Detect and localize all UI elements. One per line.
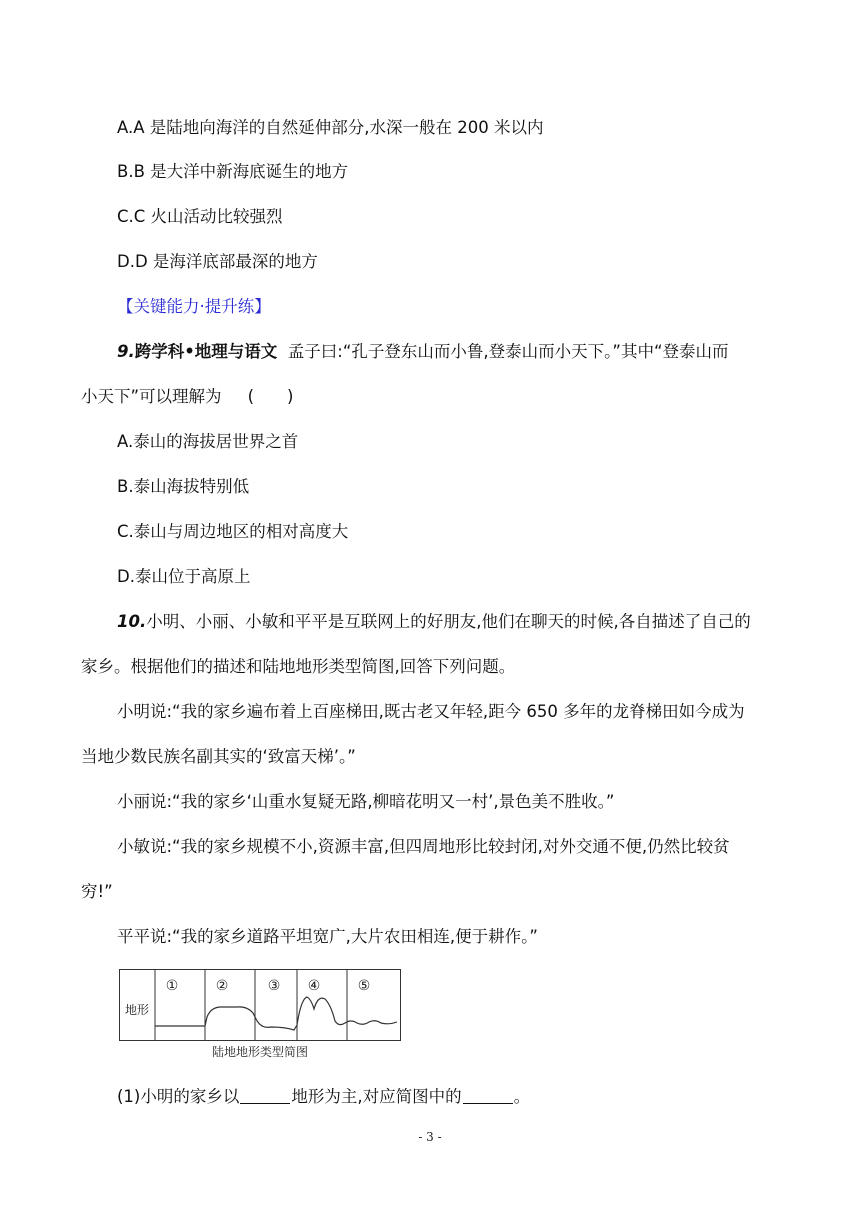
option-9c: C.泰山与周边地区的相对高度大 <box>117 522 349 541</box>
sub1-text-c: 。 <box>513 1087 531 1106</box>
sub1-text-b: 地形为主,对应简图中的 <box>291 1087 462 1106</box>
question-9-tag: 跨学科•地理与语文 <box>134 342 278 361</box>
question-10-number: 10. <box>117 612 147 631</box>
cell-label-5: ⑤ <box>357 978 371 994</box>
cell-label-1: ① <box>165 978 179 994</box>
question-9-text-2: 小天下”可以理解为 <box>81 387 222 406</box>
xiaomin-quote-line1: 小敏说:“我的家乡规模不小,资源丰富,但四周地形比较封闭,对外交通不便,仍然比较贫 <box>117 837 730 856</box>
option-8b: B.B 是大洋中新海底诞生的地方 <box>117 162 349 181</box>
cell-label-3: ③ <box>267 978 281 994</box>
xiaoli-quote: 小丽说:“我的家乡‘山重水复疑无路,柳暗花明又一村’,景色美不胜收。” <box>117 792 615 811</box>
question-10-sub1 <box>117 1085 530 1109</box>
answer-blank-1[interactable] <box>240 1087 290 1104</box>
section-heading: 【关键能力·提升练】 <box>117 297 271 316</box>
option-8c: C.C 火山活动比较强烈 <box>117 207 283 226</box>
xiaoming-quote-line2: 当地少数民族名副其实的‘致富天梯’。” <box>81 747 356 766</box>
option-8a: A.A 是陆地向海洋的自然延伸部分,水深一般在 200 米以内 <box>117 118 544 137</box>
question-9-text-1: 孟子曰:“孔子登东山而小鲁,登泰山而小天下。”其中“登泰山而 <box>287 342 729 361</box>
question-9-number: 9. <box>117 342 135 361</box>
row-label: 地形 <box>124 1003 150 1017</box>
option-9a: A.泰山的海拔居世界之首 <box>117 432 299 451</box>
cell-label-2: ② <box>215 978 229 994</box>
question-10-text-1: 小明、小丽、小敏和平平是互联网上的好朋友,他们在聊天的时候,各自描述了自己的 <box>146 612 751 631</box>
diagram-caption: 陆地地形类型简图 <box>211 1045 308 1059</box>
xiaoming-quote-line1: 小明说:“我的家乡遍布着上百座梯田,既古老又年轻,距今 650 多年的龙脊梯田如今成为 <box>117 702 745 721</box>
landform-diagram <box>119 969 401 1041</box>
option-9d: D.泰山位于高原上 <box>117 567 251 586</box>
answer-paren: ( ) <box>247 387 294 406</box>
cell-label-4: ④ <box>307 978 321 994</box>
sub1-text-a: (1)小明的家乡以 <box>117 1087 240 1106</box>
xiaomin-quote-line2: 穷!” <box>81 882 113 901</box>
question-10-stem-line1 <box>117 610 751 634</box>
page-number: - 3 - <box>418 1130 442 1144</box>
pingping-quote: 平平说:“我的家乡道路平坦宽广,大片农田相连,便于耕作。” <box>117 927 538 946</box>
answer-blank-2[interactable] <box>463 1087 513 1104</box>
option-9b: B.泰山海拔特别低 <box>117 477 250 496</box>
question-9-stem-line1 <box>117 340 729 364</box>
option-8d: D.D 是海洋底部最深的地方 <box>117 252 318 271</box>
question-10-stem-line2: 家乡。根据他们的描述和陆地地形类型简图,回答下列问题。 <box>81 657 516 676</box>
question-9-stem-line2 <box>81 385 293 409</box>
